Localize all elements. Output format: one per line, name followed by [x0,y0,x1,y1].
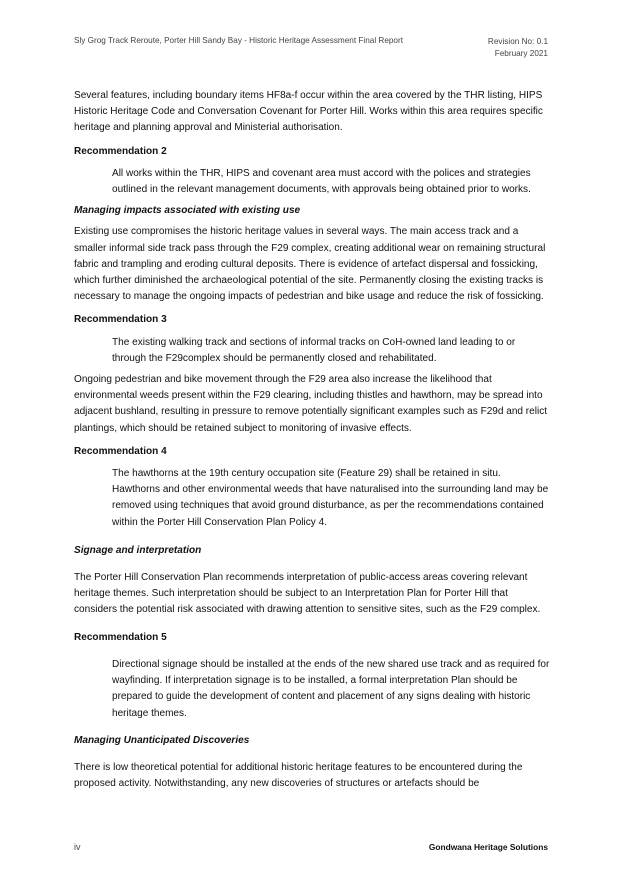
company-name: Gondwana Heritage Solutions [428,842,548,852]
paragraph-existing-use: Existing use compromises the historic heritage values in several ways. The main access track and a smaller informal side track pass through the F29 complex, creating additional wear on remaining structural fabric and trampling and eroding cultural deposits. There is evidence of artefact dispersal and fossicking, which further diminished the archaeological potential of the site. Permanently closing the existing tracks is necessary to manage the ongoing impacts of pedestrian and bike usage and reduce the risk of fossicking. [74,226,546,303]
subheading-unanticipated-discoveries: Managing Unanticipated Discoveries [74,734,250,746]
recommendation-5-title: Recommendation 5 [74,631,167,643]
page-number: iv [74,842,81,852]
recommendation-5-text: Directional signage should be installed at the ends of the new shared use track and as required for wayfinding. If interpretation signage is to be installed, a formal interpretation Plan should be prepared to guide the development of content and placement of any signs dealing with historic heritage themes. [112,658,550,719]
recommendation-3-text: The existing walking track and sections of informal tracks on CoH-owned land leading to or through the F29complex should be permanently closed and rehabilitated. [112,336,516,364]
subheading-existing-use: Managing impacts associated with existing use [74,205,301,217]
revision-date: February 2021 [494,48,548,58]
revision-info [488,36,548,59]
page-header [74,36,548,66]
report-title: Sly Grog Track Reroute, Porter Hill Sandy Bay - Historic Heritage Assessment Final Report [74,36,403,45]
page-content [74,88,550,792]
revision-number: Revision No: 0.1 [487,37,548,46]
subheading-signage: Signage and interpretation [74,544,202,556]
page-footer [74,842,548,856]
recommendation-2-text: All works within the THR, HIPS and covenant area must accord with the polices and strategies outlined in the relevant management documents, with approvals being obtained prior to works. [112,167,531,196]
paragraph-heritage-listing: Several features, including boundary items HF8a-f occur within the area covered by the THR listing, HIPS Historic Heritage Code and Conversation Covenant for Porter Hill. Works within this area requires specific heritage and planning approval and Ministerial authorisation. [74,90,543,134]
recommendation-4-title: Recommendation 4 [74,445,167,457]
paragraph-interpretation: The Porter Hill Conservation Plan recommends interpretation of public-access areas covering relevant heritage themes. Such interpretation should be subject to an Interpretation Plan for Porter Hill that considers the potential risk associated with drawing attention to sensitive sites, such as the F29 complex. [74,572,541,616]
recommendation-4-text: The hawthorns at the 19th century occupation site (Feature 29) shall be retained in situ. Hawthorns and other environmental weeds that have naturalised into the surrounding land may be removed using techniques that avoid ground disturbance, as per the recommendations contained within the Porter Hill Conservation Plan Policy 4. [112,468,549,528]
paragraph-weeds: Ongoing pedestrian and bike movement through the F29 area also increase the likelihood that environmental weeds present within the F29 clearing, including thistles and hawthorn, may be spread into adjacent bushland, resulting in pressure to remove potentially significant examples such as F29d and relict plantings, which should be retained subject to monitoring of invasive effects. [74,374,548,434]
recommendation-2-title: Recommendation 2 [74,145,167,157]
paragraph-discoveries: There is low theoretical potential for additional historic heritage features to be encountered during the proposed activity. Notwithstanding, any new discoveries of structures or artefacts should be [74,761,523,790]
recommendation-3-title: Recommendation 3 [74,314,167,326]
